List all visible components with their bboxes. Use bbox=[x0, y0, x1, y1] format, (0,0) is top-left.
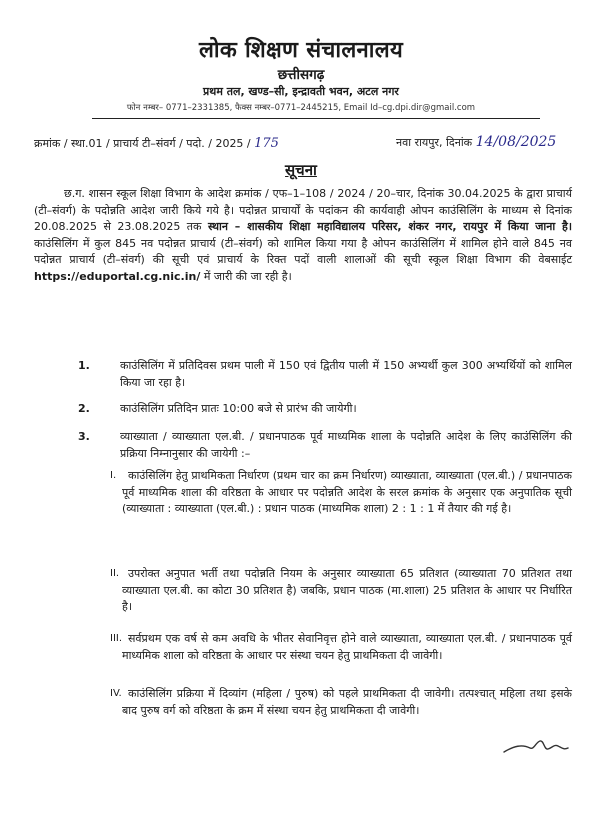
sub-item-text: उपरोक्त अनुपात भर्ती तथा पदोन्नति नियम के अनुसार व्याख्याता 65 प्रतिशत (व्याख्याता 70 प्रतिशत तथा व्याख्याता एल.बी. का कोटा 30 प्रतिशत है) जबकि, प्रधान पाठक (मा.शाला) 25 प्रतिशत के आधार पर निर्धारित है। bbox=[122, 567, 572, 614]
item-number: 1. bbox=[78, 359, 90, 372]
header-divider bbox=[92, 118, 540, 119]
sub-item-number: III. bbox=[110, 633, 123, 644]
sub-item-number: II. bbox=[110, 568, 120, 579]
reference-label: क्रमांक / स्था.01 / प्राचार्य टी–संवर्ग / पदो. / 2025 / bbox=[34, 137, 251, 150]
intro-paragraph bbox=[34, 186, 572, 286]
office-title: लोक शिक्षण संचालनालय bbox=[198, 38, 404, 63]
handwritten-number: 175 bbox=[254, 136, 279, 151]
contact-line: फोन नम्बर– 0771–2331385, फैक्स नम्बर–0771–2445215, Email Id–cg.dpi.dir@gmail.com bbox=[126, 103, 476, 113]
item-text: काउंसिलिंग प्रतिदिन प्रातः 10:00 बजे से प्रारंभ की जायेगी। bbox=[120, 402, 357, 415]
intro-text-2: काउंसिलिंग में कुल 845 नव पदोन्नत प्राचार्य (टी–संवर्ग) को शामिल किया गया है ओपन काउंसिलिंग में शामिल होने वाले 845 नव पदोन्नत प्राचार्य (टी–संवर्ग) की सूची एवं प्राचार्य के रिक्त पदों वाली शालाओं की सूची स्कूल शिक्षा विभाग की वेबसाईट bbox=[34, 236, 572, 267]
reference-number bbox=[34, 136, 279, 151]
state-name: छत्तीसगढ़ bbox=[277, 67, 325, 83]
item-text: काउंसिलिंग में प्रतिदिवस प्रथम पाली में 150 एवं द्वितीय पाली में 150 अभ्यर्थी कुल 300 अभ्यर्थियों को शामिल किया जा रहा है। bbox=[120, 359, 572, 389]
place-date-label: नवा रायपुर, दिनांक bbox=[396, 136, 473, 149]
sub-item-number: I. bbox=[110, 470, 117, 481]
notice-title: सूचना bbox=[285, 161, 317, 179]
intro-text-1: छ.ग. शासन स्कूल शिक्षा विभाग के आदेश क्रमांक / एफ–1–108 / 2024 / 20–चार, दिनांक 30.04.2025 के द्वारा प्राचार्य (टी–संवर्ग) के पदोन्नति आदेश जारी किये गये है। पदोन्नत प्राचार्यों के पदांकन की कार्यवाही ओपन काउंसिलिंग के माध्यम से दिनांक 20.08.2025 से 23.08.2025 तक bbox=[34, 187, 572, 234]
intro-venue: स्थान – शासकीय शिक्षा महाविद्यालय परिसर, शंकर नगर, रायपुर में किया जाना है। bbox=[207, 220, 573, 234]
notice-heading bbox=[0, 160, 602, 180]
place-date bbox=[396, 134, 556, 150]
sub-item-number: IV. bbox=[110, 688, 122, 699]
intro-url: https://eduportal.cg.nic.in/ bbox=[34, 269, 201, 283]
sub-item-text: काउंसिलिंग प्रक्रिया में दिव्यांग (महिला / पुरुष) को पहले प्राथमिकता दी जावेगी। तत्पश्चात् महिला तथा इसके बाद पुरुष वर्ग को वरिष्ठता के क्रम में संस्था चयन हेतु प्राथमिकता दी जावेगी। bbox=[122, 687, 572, 717]
office-address: प्रथम तल, खण्ड–सी, इन्द्रावती भवन, अटल नगर bbox=[203, 85, 399, 98]
item-text: व्याख्याता / व्याख्याता एल.बी. / प्रधानपाठक पूर्व माध्यमिक शाला के पदोन्नति आदेश के लिए काउंसिलिंग की प्रक्रिया निम्नानुसार की जायेगी :– bbox=[120, 430, 572, 460]
handwritten-date: 14/08/2025 bbox=[475, 134, 557, 150]
sub-item-text: काउंसिलिंग हेतु प्राथमिकता निर्धारण (प्रथम चार का क्रम निर्धारण) व्याख्याता, व्याख्याता (एल.बी.) / प्रधानपाठक पूर्व माध्यमिक शाला की वरिष्ठता के आधार पर पदोन्नति आदेश के सरल क्रमांक के अनुसार एक अनुपातिक सूची (व्याख्याता : व्याख्याता (एल.बी.) : प्रधान पाठक (माध्यमिक शाला) 2 : 1 : 1 में तैयार की गई है। bbox=[122, 469, 572, 516]
item-number: 2. bbox=[78, 402, 90, 415]
intro-text-3: में जारी की जा रही है। bbox=[203, 269, 292, 283]
signature-mark bbox=[500, 732, 570, 762]
item-number: 3. bbox=[78, 430, 90, 443]
sub-item-text: सर्वप्रथम एक वर्ष से कम अवधि के भीतर सेवानिवृत्त होने वाले व्याख्याता, व्याख्याता एल.बी. / प्रधानपाठक पूर्व माध्यमिक शाला को वरिष्ठता के आधार पर संस्था चयन हेतु प्राथमिकता दी जावेगी। bbox=[122, 632, 572, 662]
